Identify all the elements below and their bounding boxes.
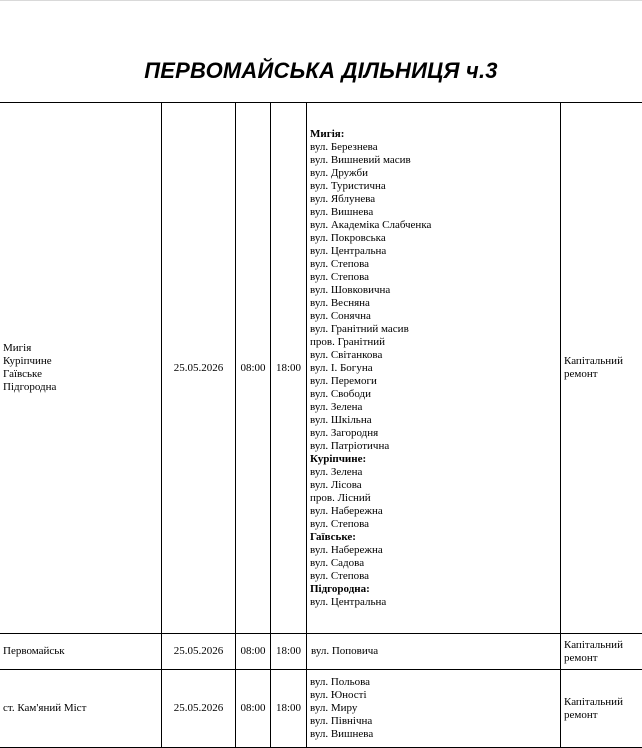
street-item: вул. Центральна [310, 596, 557, 609]
street-item: вул. Загородня [310, 427, 557, 440]
settlements-cell [0, 103, 162, 634]
street-item: пров. Лісний [310, 492, 557, 505]
reason-cell: Капітальний ремонт [561, 670, 642, 748]
street-item: вул. Миру [310, 702, 557, 715]
street-item: вул. Покровська [310, 232, 557, 245]
date-cell: 25.05.2026 [162, 670, 236, 748]
table-row [0, 103, 642, 634]
village-heading: Підгородна: [310, 583, 557, 596]
village-heading: Мигія: [310, 128, 557, 141]
street-item: вул. Вишневий масив [310, 154, 557, 167]
street-item: вул. Юності [310, 689, 557, 702]
street-item: вул. Шкільна [310, 414, 557, 427]
table-row [0, 634, 642, 670]
street-item: вул. Польова [310, 676, 557, 689]
street-item: вул. Зелена [310, 401, 557, 414]
settlements-cell [0, 634, 162, 670]
settlement-name: Підгородна [3, 381, 158, 394]
street-item: вул. Набережна [310, 505, 557, 518]
street-item: вул. Степова [310, 518, 557, 531]
streets-cell [307, 103, 561, 634]
start-time-cell: 08:00 [236, 103, 271, 634]
street-item: вул. Туристична [310, 180, 557, 193]
street-item: вул. Садова [310, 557, 557, 570]
page-title: ПЕРВОМАЙСЬКА ДІЛЬНИЦЯ ч.3 [0, 58, 642, 84]
date-cell: 25.05.2026 [162, 103, 236, 634]
street-item: вул. Патріотична [310, 440, 557, 453]
street-item: вул. Степова [310, 258, 557, 271]
date-cell: 25.05.2026 [162, 634, 236, 670]
street-item: вул. Академіка Слабченка [310, 219, 557, 232]
street-item: вул. Степова [310, 570, 557, 583]
reason-cell: Капітальний ремонт [561, 634, 642, 670]
start-time-cell: 08:00 [236, 634, 271, 670]
table-row [0, 670, 642, 748]
street-item: вул. Вишнева [310, 728, 557, 741]
street-item: вул. Весняна [310, 297, 557, 310]
settlement-name: Гаївське [3, 368, 158, 381]
village-heading: Гаївське: [310, 531, 557, 544]
settlement-name: ст. Кам'яний Міст [3, 702, 158, 715]
streets-cell [307, 634, 561, 670]
end-time-cell: 18:00 [271, 634, 307, 670]
settlement-name: Куріпчине [3, 355, 158, 368]
street-item: вул. Яблунева [310, 193, 557, 206]
street-item: вул. Степова [310, 271, 557, 284]
outage-schedule-table [0, 102, 642, 748]
reason-cell: Капітальний ремонт [561, 103, 642, 634]
street-item: вул. Дружби [310, 167, 557, 180]
street-item: вул. Свободи [310, 388, 557, 401]
street-item: вул. Березнева [310, 141, 557, 154]
street-item: вул. І. Богуна [310, 362, 557, 375]
settlements-cell [0, 670, 162, 748]
street-item: вул. Світанкова [310, 349, 557, 362]
street-item: вул. Лісова [310, 479, 557, 492]
street-item: вул. Гранітний масив [310, 323, 557, 336]
street-item: вул. Північна [310, 715, 557, 728]
settlement-name: Мигія [3, 342, 158, 355]
start-time-cell: 08:00 [236, 670, 271, 748]
street-item: вул. Перемоги [310, 375, 557, 388]
settlement-name: Первомайськ [3, 645, 158, 658]
streets-cell [307, 670, 561, 748]
street-item: вул. Поповича [311, 645, 556, 658]
street-item: вул. Набережна [310, 544, 557, 557]
street-item: пров. Гранітний [310, 336, 557, 349]
street-item: вул. Сонячна [310, 310, 557, 323]
street-item: вул. Центральна [310, 245, 557, 258]
street-item: вул. Шовковична [310, 284, 557, 297]
village-heading: Куріпчине: [310, 453, 557, 466]
end-time-cell: 18:00 [271, 670, 307, 748]
end-time-cell: 18:00 [271, 103, 307, 634]
street-item: вул. Зелена [310, 466, 557, 479]
page-top-border [0, 0, 642, 1]
street-item: вул. Вишнева [310, 206, 557, 219]
